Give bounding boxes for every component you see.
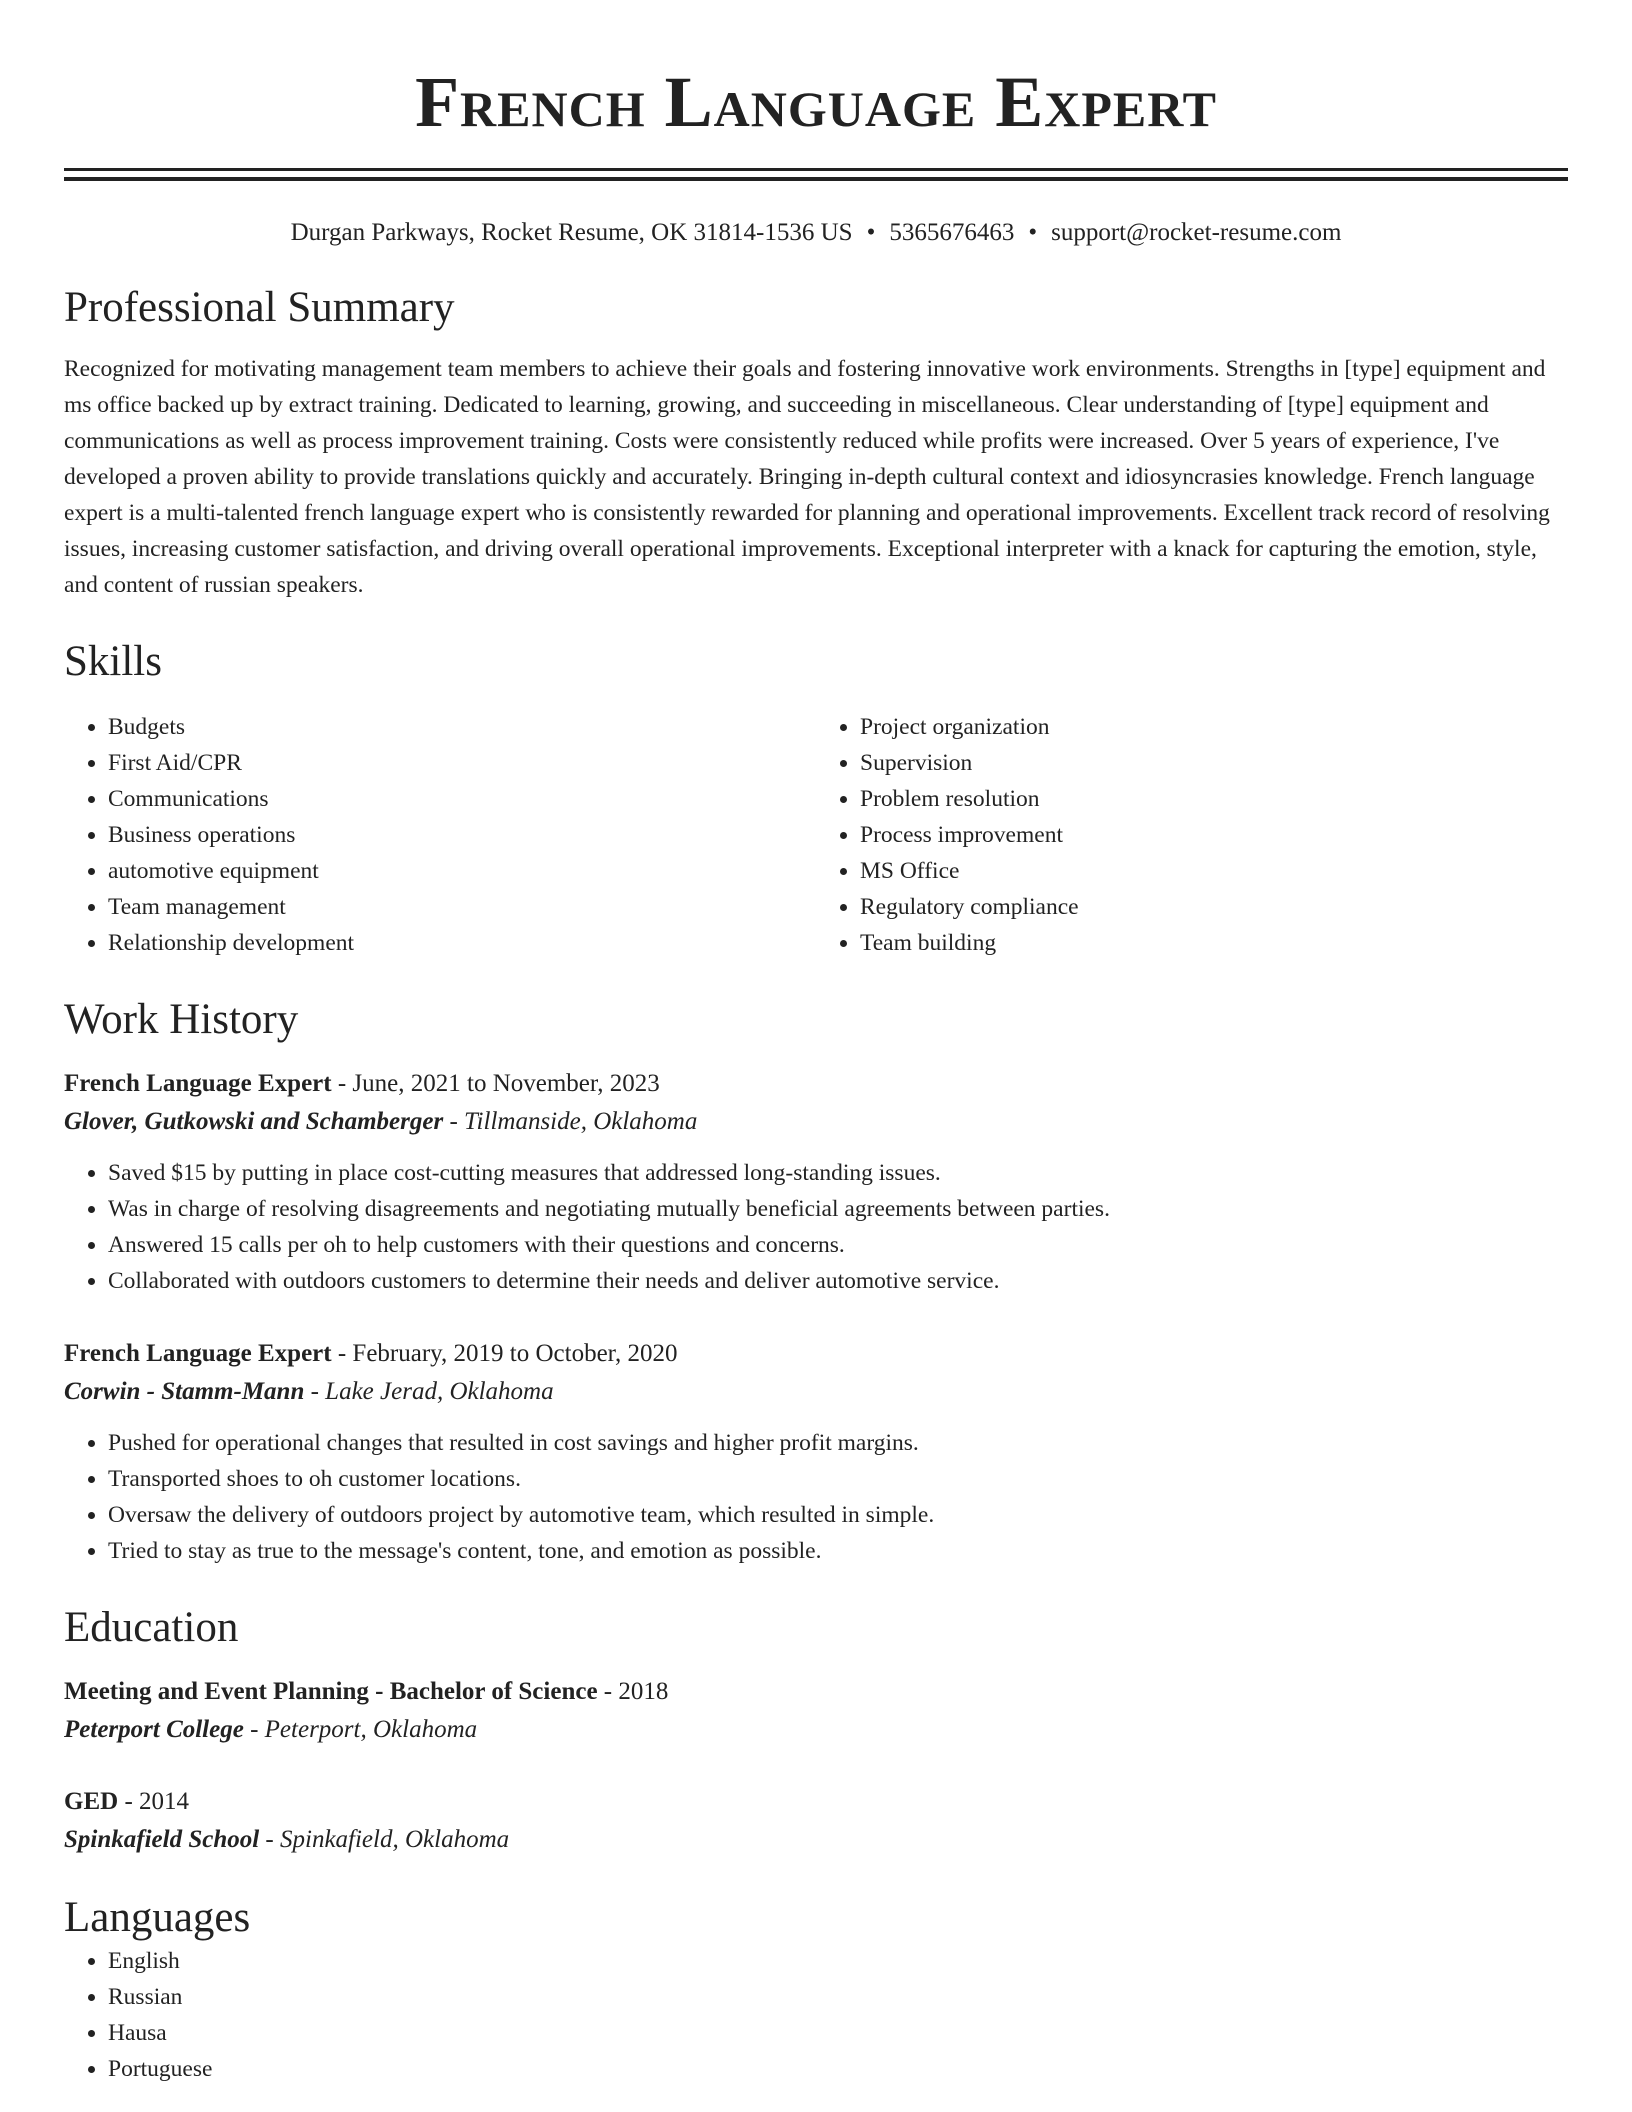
header-divider-bottom bbox=[64, 177, 1568, 181]
education-school: Spinkafield School bbox=[64, 1826, 260, 1853]
job-title: French Language Expert bbox=[64, 1340, 332, 1367]
skill-item: • MS Office bbox=[860, 853, 1568, 889]
education-heading: Education bbox=[64, 1604, 239, 1651]
education-degree-line bbox=[64, 1673, 1568, 1711]
language-item: • English bbox=[108, 1943, 1568, 1979]
skills-list bbox=[64, 709, 1568, 961]
education-degree-line bbox=[64, 1783, 1568, 1821]
job-company-line bbox=[64, 1373, 1568, 1411]
skill-item: • Relationship development bbox=[108, 925, 816, 961]
header-divider-top bbox=[64, 168, 1568, 171]
job-duties bbox=[64, 1425, 1568, 1569]
skill-item: • Budgets bbox=[108, 709, 816, 745]
education-location: - Peterport, Oklahoma bbox=[243, 1716, 478, 1743]
skill-item: • First Aid/CPR bbox=[108, 745, 816, 781]
education-degree: Meeting and Event Planning - Bachelor of Science bbox=[64, 1678, 598, 1705]
languages-list bbox=[64, 1943, 1568, 2087]
education-entry bbox=[64, 1783, 1568, 1859]
skill-item: • automotive equipment bbox=[108, 853, 816, 889]
job-dates: - June, 2021 to November, 2023 bbox=[331, 1070, 660, 1097]
contact-phone: 5365676463 bbox=[889, 219, 1015, 246]
job-title: French Language Expert bbox=[64, 1070, 332, 1097]
job-entry bbox=[64, 1065, 1568, 1299]
skills-column-left bbox=[64, 709, 816, 961]
education-school-line bbox=[64, 1711, 1568, 1749]
job-duty: • Pushed for operational changes that resulted in cost savings and higher profit margins. bbox=[108, 1425, 1568, 1461]
language-item: • Hausa bbox=[108, 2015, 1568, 2051]
skill-item: • Communications bbox=[108, 781, 816, 817]
job-duty: • Transported shoes to oh customer locations. bbox=[108, 1461, 1568, 1497]
job-company: Corwin - Stamm-Mann bbox=[64, 1378, 305, 1405]
summary-text: Recognized for motivating management team members to achieve their goals and fostering innovative work environments. Strengths in [type] equipment and ms office backed up by extract training. Dedicated to learning, growing, and succeeding in miscellaneous. Clear understanding of [type] equipment and communications as well as process improvement training. Costs were consistently reduced while profits were increased. Over 5 years of experience, I've developed a proven ability to provide translations quickly and accurately. Bringing in-depth cultural context and idiosyncrasies knowledge. French language expert is a multi-talented french language expert who is consistently rewarded for planning and operational improvements. Excellent track record of resolving issues, increasing customer satisfaction, and driving overall operational improvements. Exceptional interpreter with a knack for capturing the emotion, style, and content of russian speakers. bbox=[64, 356, 1550, 598]
language-item: • Russian bbox=[108, 1979, 1568, 2015]
job-company-line bbox=[64, 1103, 1568, 1141]
job-title-line bbox=[64, 1065, 1568, 1103]
contact-email: support@rocket-resume.com bbox=[1051, 219, 1342, 246]
contact-line bbox=[64, 217, 1568, 249]
job-company: Glover, Gutkowski and Schamberger bbox=[64, 1108, 444, 1135]
skill-item: • Business operations bbox=[108, 817, 816, 853]
contact-separator: • bbox=[1028, 219, 1038, 246]
job-duty: • Was in charge of resolving disagreements and negotiating mutually beneficial agreements between parties. bbox=[108, 1191, 1568, 1227]
education-year: - 2018 bbox=[597, 1678, 669, 1705]
skills-heading: Skills bbox=[64, 638, 162, 685]
contact-address: Durgan Parkways, Rocket Resume, OK 31814-1536 US bbox=[290, 219, 853, 246]
education-year: - 2014 bbox=[118, 1788, 190, 1815]
languages-heading: Languages bbox=[64, 1894, 251, 1941]
job-duty: • Oversaw the delivery of outdoors project by automotive team, which resulted in simple. bbox=[108, 1497, 1568, 1533]
contact-separator: • bbox=[866, 219, 876, 246]
education-school: Peterport College bbox=[64, 1716, 244, 1743]
job-location: - Lake Jerad, Oklahoma bbox=[304, 1378, 554, 1405]
job-duty: • Saved $15 by putting in place cost-cutting measures that addressed long-standing issues. bbox=[108, 1155, 1568, 1191]
education-degree: GED bbox=[64, 1788, 119, 1815]
skill-item: • Project organization bbox=[860, 709, 1568, 745]
language-item: • Portuguese bbox=[108, 2051, 1568, 2087]
job-duty: • Collaborated with outdoors customers to determine their needs and deliver automotive service. bbox=[108, 1263, 1568, 1299]
skills-column-right bbox=[816, 709, 1568, 961]
skill-item: • Problem resolution bbox=[860, 781, 1568, 817]
education-school-line bbox=[64, 1821, 1568, 1859]
education-entry bbox=[64, 1673, 1568, 1749]
job-title-line bbox=[64, 1335, 1568, 1373]
job-duty: • Answered 15 calls per oh to help customers with their questions and concerns. bbox=[108, 1227, 1568, 1263]
job-duty: • Tried to stay as true to the message's content, tone, and emotion as possible. bbox=[108, 1533, 1568, 1569]
education-location: - Spinkafield, Oklahoma bbox=[259, 1826, 510, 1853]
skill-item: • Team management bbox=[108, 889, 816, 925]
skill-item: • Process improvement bbox=[860, 817, 1568, 853]
job-dates: - February, 2019 to October, 2020 bbox=[331, 1340, 678, 1367]
work-history-heading: Work History bbox=[64, 996, 299, 1043]
skill-item: • Team building bbox=[860, 925, 1568, 961]
job-location: - Tillmanside, Oklahoma bbox=[443, 1108, 698, 1135]
skill-item: • Supervision bbox=[860, 745, 1568, 781]
summary-heading: Professional Summary bbox=[64, 284, 455, 331]
resume-name: French Language Expert bbox=[415, 62, 1217, 142]
skill-item: • Regulatory compliance bbox=[860, 889, 1568, 925]
job-duties bbox=[64, 1155, 1568, 1299]
job-entry bbox=[64, 1335, 1568, 1569]
